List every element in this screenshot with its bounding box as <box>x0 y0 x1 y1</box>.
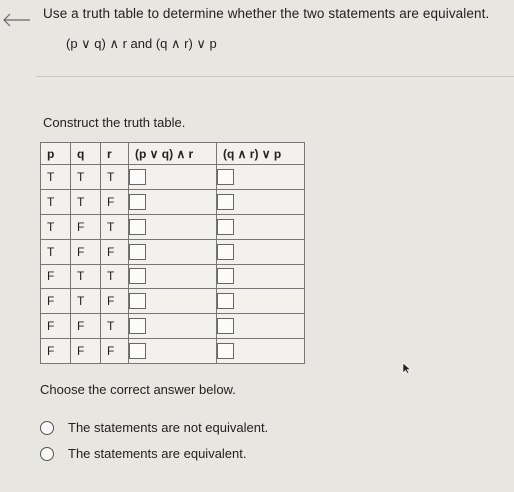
cell-q: T <box>71 189 101 214</box>
answer-input-statement-2[interactable] <box>217 194 234 210</box>
cell-p: F <box>41 339 71 364</box>
cell-p: T <box>41 214 71 239</box>
cell-q: F <box>71 314 101 339</box>
answer-input-statement-1[interactable] <box>129 169 146 185</box>
cell-q: T <box>71 264 101 289</box>
answer-cell <box>217 189 305 214</box>
cell-p: T <box>41 189 71 214</box>
answer-input-statement-1[interactable] <box>129 293 146 309</box>
option-equivalent[interactable] <box>40 446 247 461</box>
header-statement-2: (q ∧ r) ∨ p <box>217 143 305 165</box>
cell-q: T <box>71 165 101 190</box>
cell-r: F <box>101 189 129 214</box>
table-row <box>41 239 305 264</box>
cell-r: F <box>101 339 129 364</box>
option-not-equivalent[interactable] <box>40 420 268 435</box>
answer-input-statement-2[interactable] <box>217 343 234 359</box>
truth-table-header-row <box>41 143 305 165</box>
table-row <box>41 339 305 364</box>
statements-text: (p ∨ q) ∧ r and (q ∧ r) ∨ p <box>66 36 217 51</box>
cell-p: F <box>41 264 71 289</box>
divider <box>36 76 514 77</box>
truth-table <box>40 142 305 364</box>
question-prompt: Use a truth table to determine whether the two statements are equivalent. <box>43 6 490 21</box>
back-arrow-icon[interactable] <box>2 12 32 32</box>
table-row <box>41 214 305 239</box>
answer-input-statement-1[interactable] <box>129 343 146 359</box>
header-p: p <box>41 143 71 165</box>
answer-cell <box>217 264 305 289</box>
cell-p: F <box>41 314 71 339</box>
answer-cell <box>129 189 217 214</box>
cell-p: F <box>41 289 71 314</box>
cell-p: T <box>41 239 71 264</box>
answer-input-statement-2[interactable] <box>217 318 234 334</box>
cell-r: T <box>101 264 129 289</box>
cell-r: T <box>101 214 129 239</box>
answer-input-statement-2[interactable] <box>217 169 234 185</box>
table-row <box>41 264 305 289</box>
answer-cell <box>217 239 305 264</box>
option-not-equivalent-label: The statements are not equivalent. <box>68 420 269 435</box>
choose-prompt: Choose the correct answer below. <box>40 382 236 397</box>
cell-q: F <box>71 339 101 364</box>
answer-input-statement-2[interactable] <box>217 293 234 309</box>
header-q: q <box>71 143 101 165</box>
answer-input-statement-2[interactable] <box>217 219 234 235</box>
answer-cell <box>129 264 217 289</box>
option-equivalent-label: The statements are equivalent. <box>68 446 247 461</box>
cell-p: T <box>41 165 71 190</box>
answer-cell <box>129 165 217 190</box>
cell-r: F <box>101 239 129 264</box>
answer-input-statement-1[interactable] <box>129 194 146 210</box>
answer-cell <box>129 289 217 314</box>
table-row <box>41 165 305 190</box>
answer-cell <box>217 314 305 339</box>
answer-cell <box>129 214 217 239</box>
answer-input-statement-1[interactable] <box>129 318 146 334</box>
cell-r: T <box>101 314 129 339</box>
radio-equivalent[interactable] <box>40 447 54 461</box>
answer-cell <box>217 214 305 239</box>
answer-input-statement-2[interactable] <box>217 244 234 260</box>
table-row <box>41 314 305 339</box>
answer-input-statement-1[interactable] <box>129 244 146 260</box>
cell-r: F <box>101 289 129 314</box>
radio-not-equivalent[interactable] <box>40 421 54 435</box>
answer-cell <box>129 239 217 264</box>
answer-input-statement-2[interactable] <box>217 268 234 284</box>
answer-input-statement-1[interactable] <box>129 219 146 235</box>
answer-cell <box>217 339 305 364</box>
header-r: r <box>101 143 129 165</box>
mouse-cursor-icon <box>402 362 412 374</box>
answer-cell <box>129 314 217 339</box>
answer-cell <box>217 289 305 314</box>
answer-cell <box>217 165 305 190</box>
cell-q: F <box>71 214 101 239</box>
header-statement-1: (p ∨ q) ∧ r <box>129 143 217 165</box>
cell-r: T <box>101 165 129 190</box>
cell-q: F <box>71 239 101 264</box>
cell-q: T <box>71 289 101 314</box>
construct-instruction: Construct the truth table. <box>43 115 186 130</box>
answer-input-statement-1[interactable] <box>129 268 146 284</box>
table-row <box>41 189 305 214</box>
answer-cell <box>129 339 217 364</box>
table-row <box>41 289 305 314</box>
